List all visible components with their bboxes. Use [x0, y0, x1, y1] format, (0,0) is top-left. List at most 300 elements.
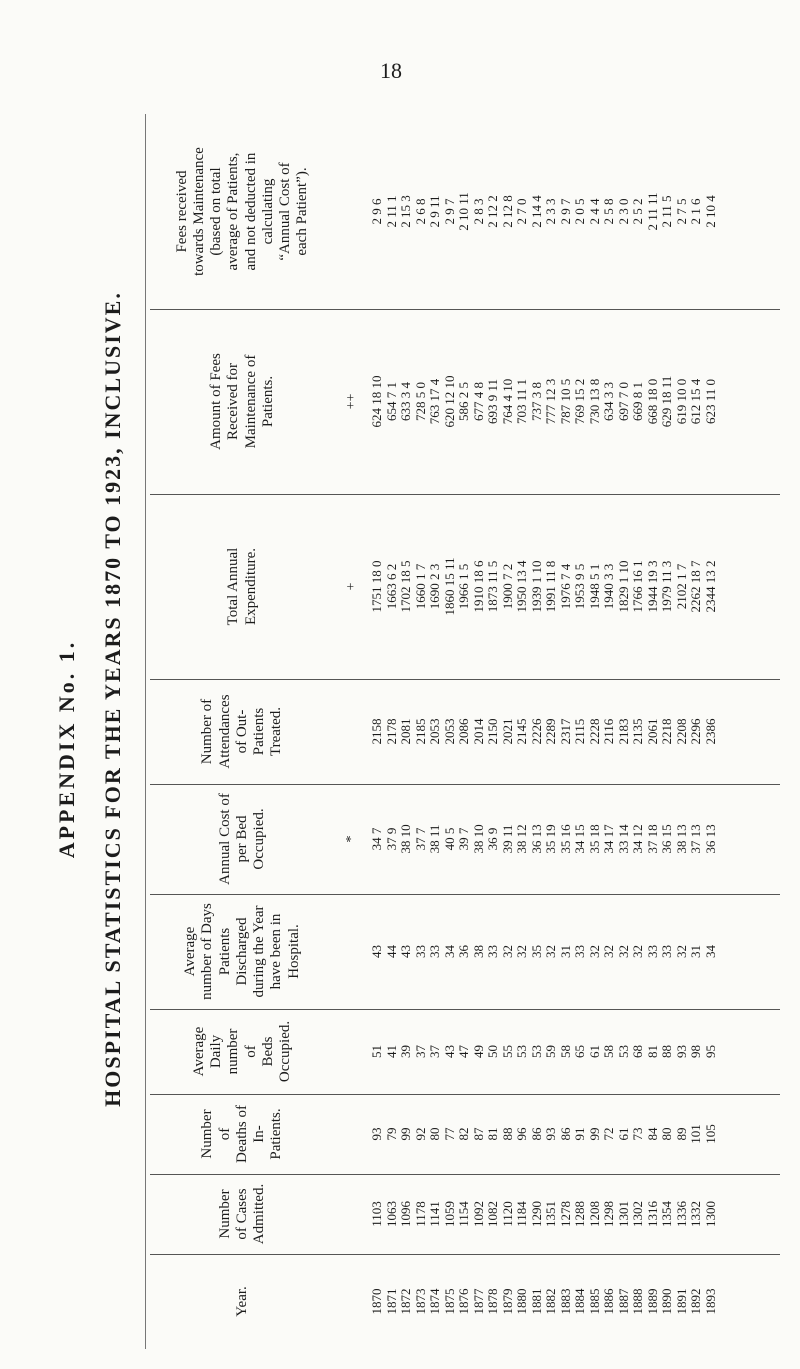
table-cell: [573, 1094, 588, 1174]
cell-value: 86: [557, 1127, 573, 1141]
cell-value: 1874: [427, 1288, 442, 1315]
cell-value: 1870: [369, 1288, 384, 1315]
cell-value: 2 11 11: [644, 192, 660, 231]
table-cell: [588, 309, 603, 494]
cell-value: 2262 18 7: [688, 560, 703, 613]
table-cell: [689, 679, 704, 784]
cell-value: 37 13: [688, 824, 703, 854]
page-number: 18: [380, 58, 402, 83]
column-fees: [140, 309, 780, 494]
table-cell: [602, 1009, 617, 1094]
column-values: [370, 1094, 718, 1174]
column-divider: [150, 494, 780, 495]
cell-value: 2 10 4: [702, 195, 718, 228]
cell-value: 1860 15 11: [441, 557, 457, 616]
table-cell: [501, 1094, 516, 1174]
column-header: [140, 1094, 345, 1174]
table-cell: [414, 1254, 429, 1349]
cell-value: 612 15 4: [688, 378, 703, 425]
cell-value: 1059: [441, 1201, 457, 1227]
table-cell: [370, 679, 385, 784]
cell-value: 38 12: [514, 824, 529, 854]
table-cell: [428, 1094, 443, 1174]
cell-value: 72: [601, 1127, 616, 1141]
cell-value: 1298: [601, 1201, 616, 1227]
cell-value: 37: [412, 1045, 428, 1058]
table-cell: [385, 494, 400, 679]
cell-value: 629 18 11: [659, 375, 674, 428]
cell-value: 1883: [557, 1288, 573, 1315]
table-cell: [631, 494, 646, 679]
cell-value: 1940 3 3: [601, 563, 616, 610]
table-cell: [414, 114, 429, 309]
cell-value: 36 13: [528, 824, 544, 854]
table-cell: [704, 784, 719, 894]
cell-value: 2086: [456, 718, 471, 745]
table-cell: [689, 1094, 704, 1174]
cell-value: 633 3 4: [398, 382, 413, 421]
cell-value: 2053: [427, 718, 442, 745]
cell-value: 2 5 8: [601, 198, 616, 225]
table-cell: [559, 309, 574, 494]
column-year: [140, 1254, 780, 1349]
column-expenditure: [140, 494, 780, 679]
column-marker: [345, 894, 359, 1009]
header-line: Patients: [251, 707, 268, 756]
column-marker: [345, 679, 359, 784]
table-cell: [559, 1094, 574, 1174]
cell-value: 1302: [630, 1201, 645, 1227]
table-cell: [689, 784, 704, 894]
column-values: [370, 1174, 718, 1254]
table-cell: [414, 894, 429, 1009]
table-cell: [443, 114, 458, 309]
table-cell: [443, 1174, 458, 1254]
header-line: Maintenance of: [242, 354, 259, 449]
cell-value: 92: [412, 1127, 428, 1141]
cell-value: 2 15 3: [398, 195, 413, 228]
cell-value: 1301: [615, 1201, 631, 1227]
cell-value: 1876: [456, 1288, 471, 1315]
cell-value: 80: [659, 1127, 674, 1141]
table-cell: [573, 679, 588, 784]
table-cell: [689, 114, 704, 309]
cell-value: 87: [470, 1127, 486, 1141]
cell-value: 2116: [601, 718, 616, 745]
table-cell: [602, 114, 617, 309]
cell-value: 2115: [572, 718, 587, 745]
header-line: Annual Cost of: [216, 793, 233, 885]
table-cell: [588, 894, 603, 1009]
table-cell: [399, 1174, 414, 1254]
cell-value: 1092: [470, 1201, 486, 1227]
cell-value: 1892: [688, 1288, 703, 1315]
table-cell: [559, 894, 574, 1009]
table-cell: [602, 309, 617, 494]
cell-value: 38: [470, 945, 486, 958]
table-cell: [457, 1009, 472, 1094]
table-cell: [443, 309, 458, 494]
cell-value: 93: [543, 1127, 558, 1141]
cell-value: 1354: [659, 1201, 674, 1227]
table-cell: [602, 784, 617, 894]
cell-value: 620 12 10: [441, 375, 457, 428]
cell-value: 58: [557, 1045, 573, 1058]
cell-value: 1939 1 10: [528, 560, 544, 613]
column-divider: [150, 309, 780, 310]
table-cell: [472, 784, 487, 894]
cell-value: 1316: [644, 1201, 660, 1227]
table-cell: [501, 679, 516, 784]
column-divider: [150, 1094, 780, 1095]
table-cell: [486, 679, 501, 784]
table-cell: [443, 1254, 458, 1349]
cell-value: 33: [485, 945, 500, 958]
table-cell: [617, 894, 632, 1009]
cell-value: 2150: [485, 718, 500, 745]
table-cell: [559, 1174, 574, 1254]
table-cell: [515, 784, 530, 894]
cell-value: 43: [398, 945, 413, 958]
table-cell: [501, 1009, 516, 1094]
table-cell: [660, 1254, 675, 1349]
table-cell: [486, 784, 501, 894]
table-cell: [617, 1094, 632, 1174]
cell-value: 50: [485, 1045, 500, 1058]
cell-value: 38 11: [427, 824, 442, 854]
table-cell: [588, 114, 603, 309]
cell-value: 68: [630, 1045, 645, 1058]
cell-value: 32: [543, 945, 558, 958]
cell-value: 2061: [644, 718, 660, 745]
cell-value: 1663 6 2: [383, 563, 399, 610]
header-line: “Annual Cost of: [277, 162, 293, 261]
cell-value: 2 4 4: [586, 198, 602, 225]
table-cell: [414, 309, 429, 494]
column-values: [370, 894, 718, 1009]
table-cell: [370, 784, 385, 894]
cell-value: 668 18 0: [644, 378, 660, 425]
header-line: Total Annual: [225, 547, 242, 626]
cell-value: 2218: [659, 718, 674, 745]
table-cell: [472, 1174, 487, 1254]
table-cell: [544, 784, 559, 894]
cell-value: 654 7 1: [383, 382, 399, 421]
cell-value: 2317: [557, 718, 573, 745]
cell-value: 2 6 8: [412, 198, 428, 225]
header-line: of Out-: [233, 709, 250, 754]
header-line: number of Days: [199, 903, 216, 1000]
table-cell: [530, 114, 545, 309]
cell-value: 1702 18 5: [398, 560, 413, 613]
header-line: Treated.: [268, 707, 285, 757]
table-cell: [689, 494, 704, 679]
column-divider: [150, 1009, 780, 1010]
table-cell: [486, 494, 501, 679]
cell-value: 2 9 6: [369, 198, 384, 225]
cell-value: 2344 13 2: [702, 560, 718, 613]
table-cell: [385, 894, 400, 1009]
table-cell: [573, 1174, 588, 1254]
table-cell: [472, 1254, 487, 1349]
cell-value: 1881: [528, 1288, 544, 1315]
cell-value: 1063: [383, 1201, 399, 1227]
cell-value: 59: [543, 1045, 558, 1058]
cell-value: 32: [630, 945, 645, 958]
cell-value: 35 18: [586, 824, 602, 854]
table-cell: [617, 114, 632, 309]
cell-value: 764 4 10: [499, 378, 515, 425]
table-cell: [588, 1009, 603, 1094]
cell-value: 1871: [383, 1288, 399, 1315]
table-cell: [414, 1094, 429, 1174]
table-cell: [399, 1094, 414, 1174]
table-cell: [501, 894, 516, 1009]
table-cell: [515, 1094, 530, 1174]
cell-value: 32: [601, 945, 616, 958]
table-cell: [515, 1254, 530, 1349]
table-cell: [689, 1009, 704, 1094]
cell-value: 1872: [398, 1288, 413, 1315]
cell-value: 31: [688, 945, 703, 958]
cell-value: 1660 1 7: [412, 563, 428, 610]
cell-value: 1885: [586, 1288, 602, 1315]
header-line: Expenditure.: [242, 547, 259, 626]
table-cell: [602, 494, 617, 679]
appendix-title: APPENDIX No. 1.: [54, 639, 79, 859]
table-cell: [399, 114, 414, 309]
cell-value: 105: [702, 1124, 718, 1144]
column-fees_maint: [140, 114, 780, 309]
cell-value: 1154: [456, 1201, 471, 1227]
cell-value: 2 9 11: [427, 195, 442, 228]
cell-value: 693 9 11: [485, 378, 500, 425]
column-marker: [345, 1009, 359, 1094]
table-cell: [588, 1094, 603, 1174]
table-cell: [675, 309, 690, 494]
cell-value: 35: [528, 945, 544, 958]
table-cell: [472, 894, 487, 1009]
table-cell: [486, 309, 501, 494]
cell-value: 1096: [398, 1201, 413, 1227]
table-cell: [472, 1094, 487, 1174]
table-cell: [617, 494, 632, 679]
table-cell: [385, 1009, 400, 1094]
cell-value: 1751 18 0: [369, 560, 384, 613]
table-cell: [399, 894, 414, 1009]
table-cell: [501, 309, 516, 494]
table-cell: [588, 784, 603, 894]
table-cell: [486, 1174, 501, 1254]
cell-value: 49: [470, 1045, 486, 1058]
cell-value: 1082: [485, 1201, 500, 1227]
column-values: [370, 1009, 718, 1094]
header-line: have been in: [268, 913, 285, 990]
cell-value: 37 9: [383, 827, 399, 851]
header-line: Year.: [233, 1286, 250, 1317]
table-cell: [689, 894, 704, 1009]
cell-value: 33: [427, 945, 442, 958]
header-line: Occupied.: [251, 808, 268, 870]
table-cell: [704, 1174, 719, 1254]
column-marker: [345, 1254, 359, 1349]
cell-value: 53: [528, 1045, 544, 1058]
table-cell: [559, 679, 574, 784]
cell-value: 1953 9 5: [572, 563, 587, 610]
header-line: Patients.: [259, 375, 276, 428]
column-marker: ++: [344, 393, 359, 410]
table-cell: [428, 894, 443, 1009]
column-deaths: [140, 1094, 780, 1174]
cell-value: 2 14 4: [528, 195, 544, 228]
cell-value: 38 10: [470, 824, 486, 854]
table-cell: [544, 309, 559, 494]
table-cell: [385, 1094, 400, 1174]
table-cell: [399, 1009, 414, 1094]
cell-value: 39 11: [499, 824, 515, 854]
table-cell: [370, 1174, 385, 1254]
table-cell: [573, 114, 588, 309]
cell-value: 39: [398, 1045, 413, 1058]
cell-value: 65: [572, 1045, 587, 1058]
cell-value: 1889: [644, 1288, 660, 1315]
table-cell: [457, 784, 472, 894]
table-cell: [675, 679, 690, 784]
column-marker: [345, 114, 359, 309]
cell-value: 53: [615, 1045, 631, 1058]
cell-value: 43: [369, 945, 384, 958]
cell-value: 33: [659, 945, 674, 958]
table-cell: [530, 894, 545, 1009]
column-header: [140, 309, 345, 494]
table-cell: [689, 1254, 704, 1349]
cell-value: 55: [499, 1045, 515, 1058]
column-header: [140, 894, 345, 1009]
table-cell: [602, 1254, 617, 1349]
column-marker: [345, 1094, 359, 1174]
table-cell: [704, 1009, 719, 1094]
cell-value: 2158: [369, 718, 384, 745]
header-line: (based on total: [208, 167, 224, 256]
header-line: calculating: [259, 178, 276, 245]
table-cell: [428, 1254, 443, 1349]
cell-value: 2135: [630, 718, 645, 745]
cell-value: 34 15: [572, 824, 587, 854]
cell-value: 80: [427, 1127, 442, 1141]
table-cell: [689, 309, 704, 494]
table-cell: [414, 679, 429, 784]
column-header: [140, 114, 345, 309]
header-line: Average: [190, 1026, 207, 1077]
table-cell: [385, 784, 400, 894]
table-cell: [675, 1009, 690, 1094]
table-cell: [443, 1094, 458, 1174]
cell-value: 634 3 3: [601, 382, 616, 421]
table-cell: [370, 494, 385, 679]
cell-value: 36 13: [702, 824, 718, 854]
table-cell: [617, 679, 632, 784]
table-cell: [428, 1174, 443, 1254]
cell-value: 39 7: [456, 827, 471, 851]
header-line: towards Maintenance: [190, 147, 207, 276]
cell-value: 1766 16 1: [630, 560, 645, 613]
table-cell: [559, 1254, 574, 1349]
cell-value: 1300: [702, 1201, 718, 1227]
cell-value: 88: [499, 1127, 515, 1141]
table-cell: [617, 1009, 632, 1094]
table-cell: [660, 679, 675, 784]
column-daily: [140, 1009, 780, 1094]
header-line: Hospital.: [285, 924, 302, 979]
table-cell: [515, 494, 530, 679]
header-line: Daily: [208, 1034, 224, 1069]
cell-value: 769 15 2: [572, 378, 587, 425]
table-cell: [631, 309, 646, 494]
cell-value: 33: [572, 945, 587, 958]
table-cell: [704, 1094, 719, 1174]
cell-value: 2 1 6: [688, 198, 703, 225]
cell-value: 1290: [528, 1201, 544, 1227]
cell-value: 703 11 1: [514, 378, 529, 425]
header-line: average of Patients,: [225, 152, 242, 271]
cell-value: 2053: [441, 718, 457, 745]
table-cell: [530, 1174, 545, 1254]
header-line: Attendances: [216, 694, 233, 769]
table-cell: [385, 1174, 400, 1254]
cell-value: 728 5 0: [412, 382, 428, 421]
column-marker: +: [344, 582, 359, 591]
table-cell: [501, 114, 516, 309]
header-line: Average: [182, 926, 199, 977]
cell-value: 1208: [586, 1201, 602, 1227]
cell-value: 2 9 7: [441, 198, 457, 225]
table-cell: [704, 894, 719, 1009]
table-cell: [631, 1254, 646, 1349]
cell-value: 35 19: [543, 824, 558, 854]
cell-value: 99: [398, 1127, 413, 1141]
header-line: number: [225, 1028, 242, 1075]
table-cell: [573, 1009, 588, 1094]
header-line: and not deducted in: [242, 152, 259, 271]
cell-value: 93: [369, 1127, 384, 1141]
table-cell: [602, 1174, 617, 1254]
cell-value: 1893: [702, 1288, 718, 1315]
cell-value: 1351: [543, 1201, 558, 1227]
cell-value: 95: [702, 1045, 718, 1058]
cell-value: 33 14: [615, 824, 631, 854]
table-cell: [472, 494, 487, 679]
cell-value: 32: [499, 945, 515, 958]
cell-value: 101: [688, 1124, 703, 1144]
table-cell: [544, 1174, 559, 1254]
cell-value: 38 13: [673, 824, 689, 854]
table-cell: [544, 1094, 559, 1174]
cell-value: 33: [412, 945, 428, 958]
table-cell: [675, 494, 690, 679]
table-cell: [472, 309, 487, 494]
table-cell: [501, 1174, 516, 1254]
cell-value: 31: [557, 945, 573, 958]
table-cell: [631, 679, 646, 784]
cell-value: 1690 2 3: [427, 563, 442, 610]
cell-value: 44: [383, 945, 399, 958]
column-marker: [345, 1174, 359, 1254]
table-cell: [646, 894, 661, 1009]
header-line: during the Year: [251, 905, 268, 998]
table-cell: [457, 1254, 472, 1349]
table-cell: [646, 1009, 661, 1094]
table-cell: [559, 784, 574, 894]
